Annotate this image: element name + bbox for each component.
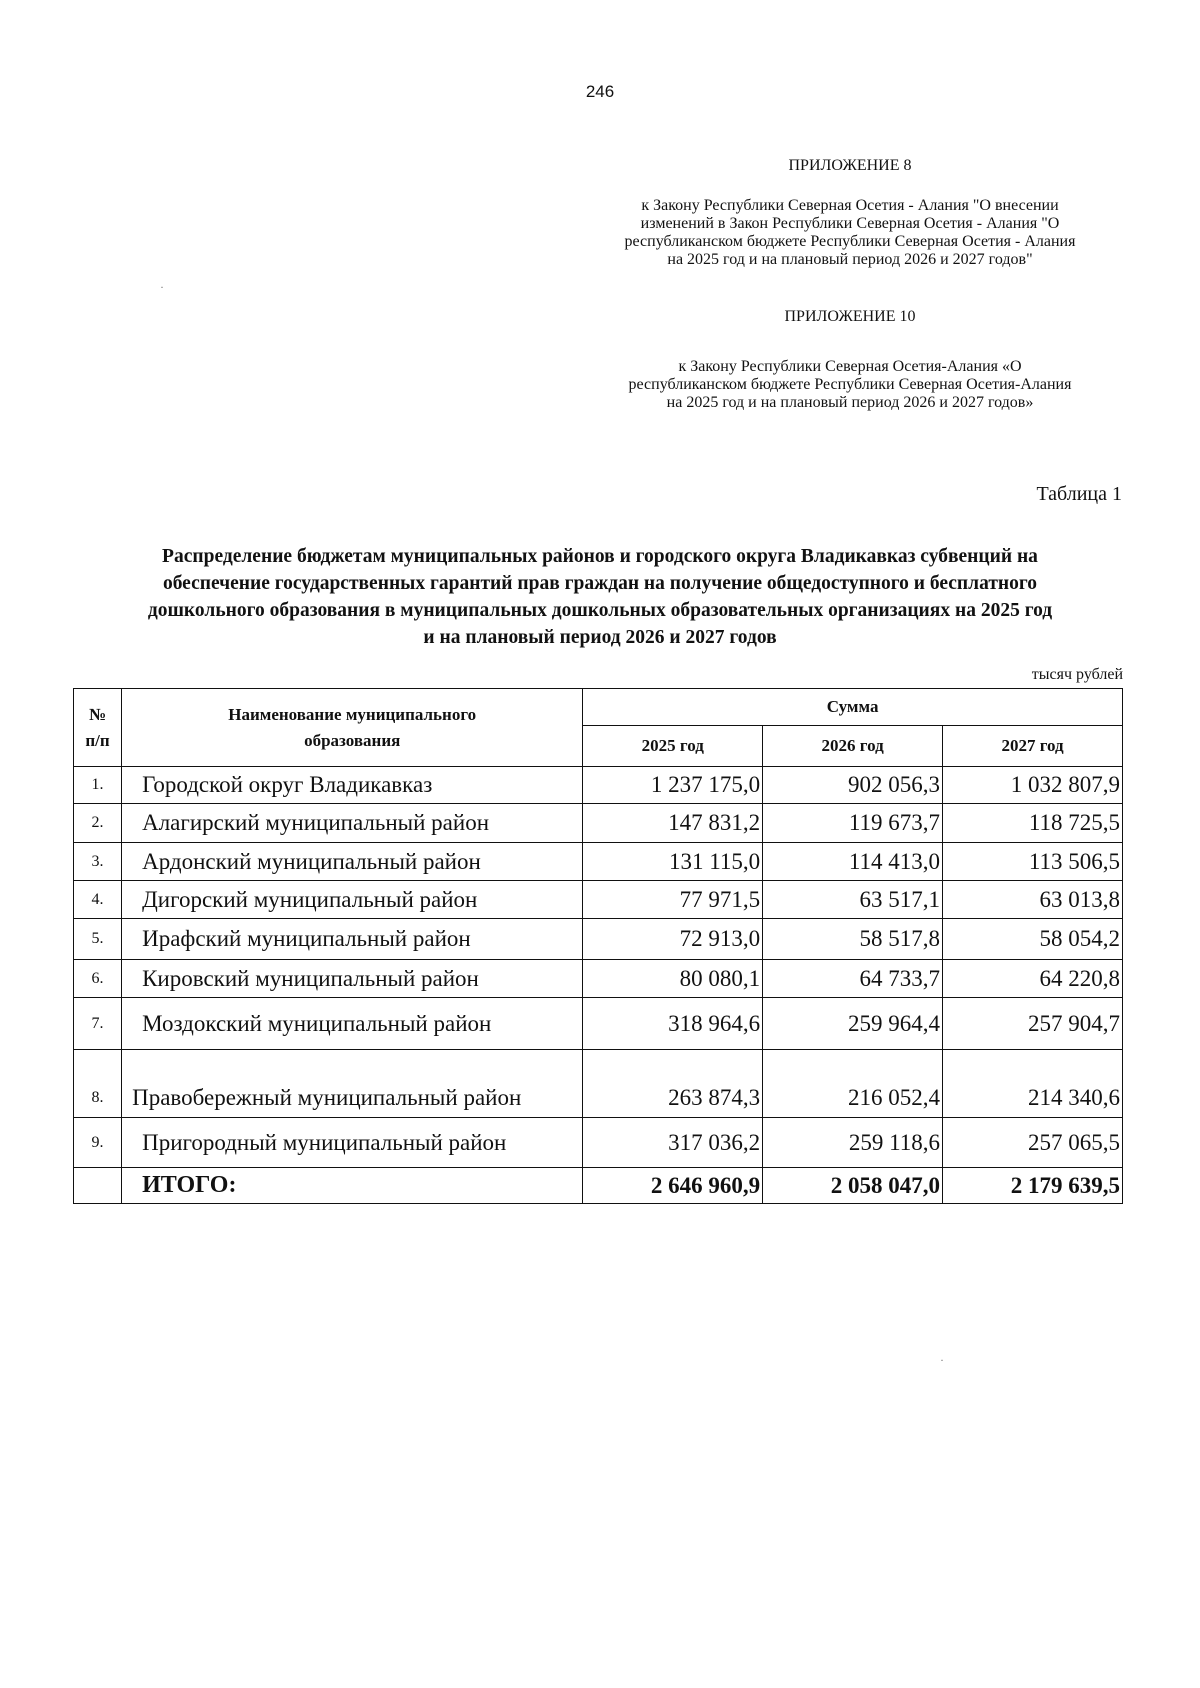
- row-value-2027: 257 065,5: [943, 1118, 1123, 1168]
- row-value-2027: 58 054,2: [943, 919, 1123, 960]
- row-name: Алагирский муниципальный район: [122, 804, 583, 843]
- appendix-10-line: к Закону Республики Северная Осетия-Алания «О: [678, 358, 1022, 375]
- row-value-2027: 1 032 807,9: [943, 767, 1123, 804]
- row-value-2026: 119 673,7: [763, 804, 943, 843]
- appendix-8-line: изменений в Закон Республики Северная Осетия - Алания "О: [640, 215, 1060, 232]
- row-value-2026: 63 517,1: [763, 881, 943, 919]
- row-number: 1.: [74, 767, 122, 804]
- header-year-2027: 2027 год: [943, 726, 1123, 767]
- row-name: Кировский муниципальный район: [122, 960, 583, 998]
- row-value-2026: 64 733,7: [763, 960, 943, 998]
- table-row: [74, 767, 1123, 804]
- header-number: [74, 689, 122, 767]
- title-line: Распределение бюджетам муниципальных районов и городского округа Владикавказ субвенций на: [162, 546, 1038, 567]
- row-value-2025: 318 964,6: [583, 998, 763, 1050]
- unit-label: тысяч рублей: [1031, 666, 1123, 683]
- row-value-2027: 214 340,6: [943, 1050, 1123, 1118]
- header-year-2025: 2025 год: [583, 726, 763, 767]
- header-year-2026: 2026 год: [763, 726, 943, 767]
- row-name: Правобережный муниципальный район: [122, 1050, 583, 1118]
- total-label: ИТОГО:: [122, 1168, 583, 1204]
- header-number-line2: п/п: [85, 730, 110, 750]
- row-value-2025: 147 831,2: [583, 804, 763, 843]
- appendix-8-line: республиканском бюджете Республики Северная Осетия - Алания: [624, 233, 1076, 250]
- row-number: 2.: [74, 804, 122, 843]
- appendix-8-line: к Закону Республики Северная Осетия - Алания "О внесении: [641, 197, 1059, 214]
- row-number: 4.: [74, 881, 122, 919]
- row-name: Пригородный муниципальный район: [122, 1118, 583, 1168]
- row-value-2025: 77 971,5: [583, 881, 763, 919]
- table-row: [74, 960, 1123, 998]
- row-value-2026: 58 517,8: [763, 919, 943, 960]
- row-number: 5.: [74, 919, 122, 960]
- row-value-2027: 113 506,5: [943, 843, 1123, 881]
- row-number: 3.: [74, 843, 122, 881]
- table-row: [74, 919, 1123, 960]
- row-value-2026: 114 413,0: [763, 843, 943, 881]
- table-row: [74, 998, 1123, 1050]
- row-value-2025: 131 115,0: [583, 843, 763, 881]
- appendix-10-line: республиканском бюджете Республики Северная Осетия-Алания: [628, 376, 1072, 393]
- row-value-2025: 80 080,1: [583, 960, 763, 998]
- table-row: [74, 843, 1123, 881]
- title-line: и на плановый период 2026 и 2027 годов: [423, 627, 777, 648]
- table-row: [74, 1118, 1123, 1168]
- budget-table: [73, 688, 1123, 1204]
- title-line: дошкольного образования в муниципальных дошкольных образовательных организациях на 2025 год: [147, 600, 1053, 621]
- appendix-8-line: на 2025 год и на плановый период 2026 и 2027 годов": [667, 251, 1033, 268]
- header-name: [122, 689, 583, 767]
- header-name-line1: Наименование муниципального: [228, 704, 477, 724]
- scan-dot-mark: ·: [160, 280, 164, 294]
- row-value-2027: 63 013,8: [943, 881, 1123, 919]
- appendix-8-text: [585, 197, 1115, 269]
- appendix-10-line: на 2025 год и на плановый период 2026 и 2027 годов»: [666, 394, 1034, 411]
- row-number: 6.: [74, 960, 122, 998]
- row-number: 9.: [74, 1118, 122, 1168]
- document-title: [70, 543, 1130, 651]
- scan-dot-mark: ·: [940, 1353, 944, 1367]
- row-value-2027: 64 220,8: [943, 960, 1123, 998]
- row-value-2026: 216 052,4: [763, 1050, 943, 1118]
- header-name-line2: образования: [304, 730, 401, 750]
- header-number-line1: №: [89, 704, 107, 724]
- row-value-2027: 118 725,5: [943, 804, 1123, 843]
- row-value-2026: 259 964,4: [763, 998, 943, 1050]
- table-label: Таблица 1: [1036, 483, 1122, 505]
- title-line: обеспечение государственных гарантий прав граждан на получение общедоступного и бесплатного: [162, 573, 1038, 594]
- row-name: Ирафский муниципальный район: [122, 919, 583, 960]
- total-number-cell: [74, 1168, 122, 1204]
- table-row: [74, 881, 1123, 919]
- row-value-2025: 263 874,3: [583, 1050, 763, 1118]
- table-row: [74, 804, 1123, 843]
- table-row: [74, 1050, 1123, 1118]
- row-number: 7.: [74, 998, 122, 1050]
- total-value-2026: 2 058 047,0: [763, 1168, 943, 1204]
- appendix-10-text: [585, 358, 1115, 412]
- page-number: 246: [585, 82, 615, 101]
- appendix-10-heading: ПРИЛОЖЕНИЕ 10: [784, 308, 916, 325]
- row-value-2027: 257 904,7: [943, 998, 1123, 1050]
- row-value-2025: 72 913,0: [583, 919, 763, 960]
- header-sum: Сумма: [583, 689, 1123, 726]
- appendix-8-heading: ПРИЛОЖЕНИЕ 8: [788, 157, 912, 174]
- row-name: Дигорский муниципальный район: [122, 881, 583, 919]
- row-value-2025: 317 036,2: [583, 1118, 763, 1168]
- row-value-2026: 259 118,6: [763, 1118, 943, 1168]
- row-name: Ардонский муниципальный район: [122, 843, 583, 881]
- row-name: Городской округ Владикавказ: [122, 767, 583, 804]
- total-value-2027: 2 179 639,5: [943, 1168, 1123, 1204]
- row-value-2026: 902 056,3: [763, 767, 943, 804]
- table-total-row: [74, 1168, 1123, 1204]
- row-number: 8.: [74, 1050, 122, 1118]
- row-name: Моздокский муниципальный район: [122, 998, 583, 1050]
- row-value-2025: 1 237 175,0: [583, 767, 763, 804]
- total-value-2025: 2 646 960,9: [583, 1168, 763, 1204]
